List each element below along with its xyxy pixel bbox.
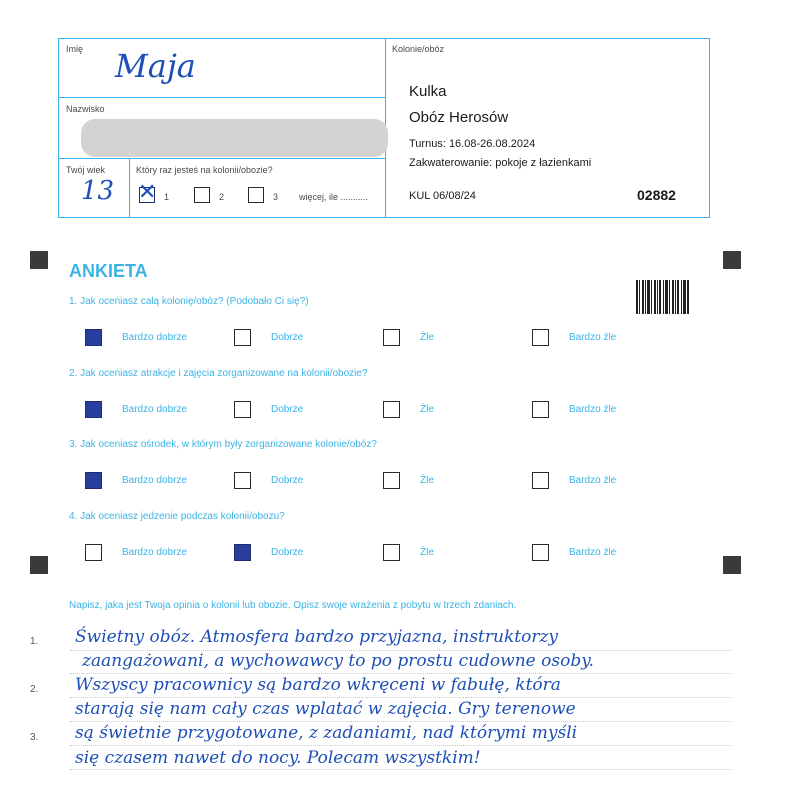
rating-checkbox[interactable] [532,472,549,489]
line-number-3: 3. [30,732,39,743]
name-label: Imię [66,44,84,54]
rating-checkbox[interactable] [383,472,400,489]
rating-option-label: Bardzo dobrze [122,404,188,415]
times-option-1: 1 [164,192,170,202]
writing-line [70,697,732,698]
times-option-3: 3 [273,192,279,202]
camp-name: Kulka [409,83,447,100]
turnus-text: Turnus: 16.08-26.08.2024 [409,138,536,150]
camp-label: Kolonie/obóz [392,44,445,54]
camp-code: KUL 06/08/24 [409,190,476,202]
question-text: 3. Jak oceniasz ośrodek, w którym były zorganizowane kolonie/obóz? [69,439,377,450]
rating-option-label: Źle [420,547,434,558]
rating-option-label: Dobrze [271,547,304,558]
rating-option-label: Bardzo źle [569,404,617,415]
rating-checkbox[interactable] [532,329,549,346]
rating-option-label: Bardzo dobrze [122,475,188,486]
times-checkbox-2[interactable] [194,187,210,203]
writing-line [70,721,732,722]
barcode-icon [636,280,690,314]
handwritten-line: Wszyscy pracownicy są bardzo wkręceni w fabułę, która [75,675,561,695]
times-option-2: 2 [219,192,225,202]
opinion-prompt: Napisz, jaka jest Twoja opinia o kolonii lub obozie. Opisz swoje wrażenia z pobytu w trzech zdaniach. [69,600,517,611]
form-number: 02882 [637,187,676,203]
line-number-2: 2. [30,684,39,695]
age-divider [129,158,130,217]
registration-marker-top-right [723,251,741,269]
rating-checkbox[interactable] [85,472,102,489]
times-label: Który raz jesteś na kolonii/obozie? [136,165,273,175]
handwritten-line: Świetny obóz. Atmosfera bardzo przyjazna, instruktorzy [75,627,559,647]
handwritten-line: są świetnie przygotowane, z zadaniami, nad którymi myśli [75,723,578,743]
rating-checkbox[interactable] [383,544,400,561]
rating-checkbox[interactable] [383,401,400,418]
question-text: 4. Jak oceniasz jedzenie podczas kolonii/obozu? [69,511,285,522]
rating-checkbox[interactable] [383,329,400,346]
handwritten-line: się czasem nawet do nocy. Polecam wszystkim! [75,748,481,768]
survey-title: ANKIETA [69,261,148,281]
line-number-1: 1. [30,636,39,647]
rating-option-label: Bardzo źle [569,475,617,486]
name-value: Maja [115,47,196,85]
writing-line [70,769,732,770]
lodging-text: Zakwaterowanie: pokoje z łazienkami [409,157,592,169]
rating-option-label: Dobrze [271,404,304,415]
times-checkbox-3[interactable] [248,187,264,203]
rating-option-label: Źle [420,475,434,486]
rating-checkbox[interactable] [234,329,251,346]
registration-marker-top-left [30,251,48,269]
writing-line [70,745,732,746]
age-label: Twój wiek [66,165,106,175]
registration-marker-bottom-left [30,556,48,574]
surname-label: Nazwisko [66,104,105,114]
times-more-label: więcej, ile ........... [299,192,369,202]
surname-divider [59,158,385,159]
rating-checkbox[interactable] [532,401,549,418]
rating-option-label: Źle [420,404,434,415]
rating-option-label: Bardzo źle [569,332,617,343]
question-text: 2. Jak oceniasz atrakcje i zajęcia zorganizowane na kolonii/obozie? [69,368,368,379]
camp-title: Obóz Herosów [409,109,509,126]
surname-redaction [81,119,388,157]
header-form [58,38,710,218]
writing-line [70,673,732,674]
rating-checkbox[interactable] [532,544,549,561]
rating-option-label: Dobrze [271,332,304,343]
rating-checkbox[interactable] [85,401,102,418]
rating-checkbox[interactable] [234,472,251,489]
rating-option-label: Bardzo źle [569,547,617,558]
name-divider [59,97,385,98]
handwritten-line: zaangażowani, a wychowawcy to po prostu cudowne osoby. [82,651,594,671]
rating-option-label: Źle [420,332,434,343]
rating-option-label: Bardzo dobrze [122,547,188,558]
handwritten-line: starają się nam cały czas wplatać w zajęcia. Gry terenowe [75,699,576,719]
rating-option-label: Bardzo dobrze [122,332,188,343]
rating-checkbox[interactable] [234,544,251,561]
rating-checkbox[interactable] [85,544,102,561]
rating-checkbox[interactable] [234,401,251,418]
registration-marker-bottom-right [723,556,741,574]
rating-option-label: Dobrze [271,475,304,486]
age-value: 13 [81,176,115,206]
rating-checkbox[interactable] [85,329,102,346]
times-check-mark: ✕ [138,180,157,205]
times-checkbox-1[interactable] [138,180,157,205]
question-text: 1. Jak oceniasz całą kolonię/obóz? (Podobało Ci się?) [69,296,309,307]
